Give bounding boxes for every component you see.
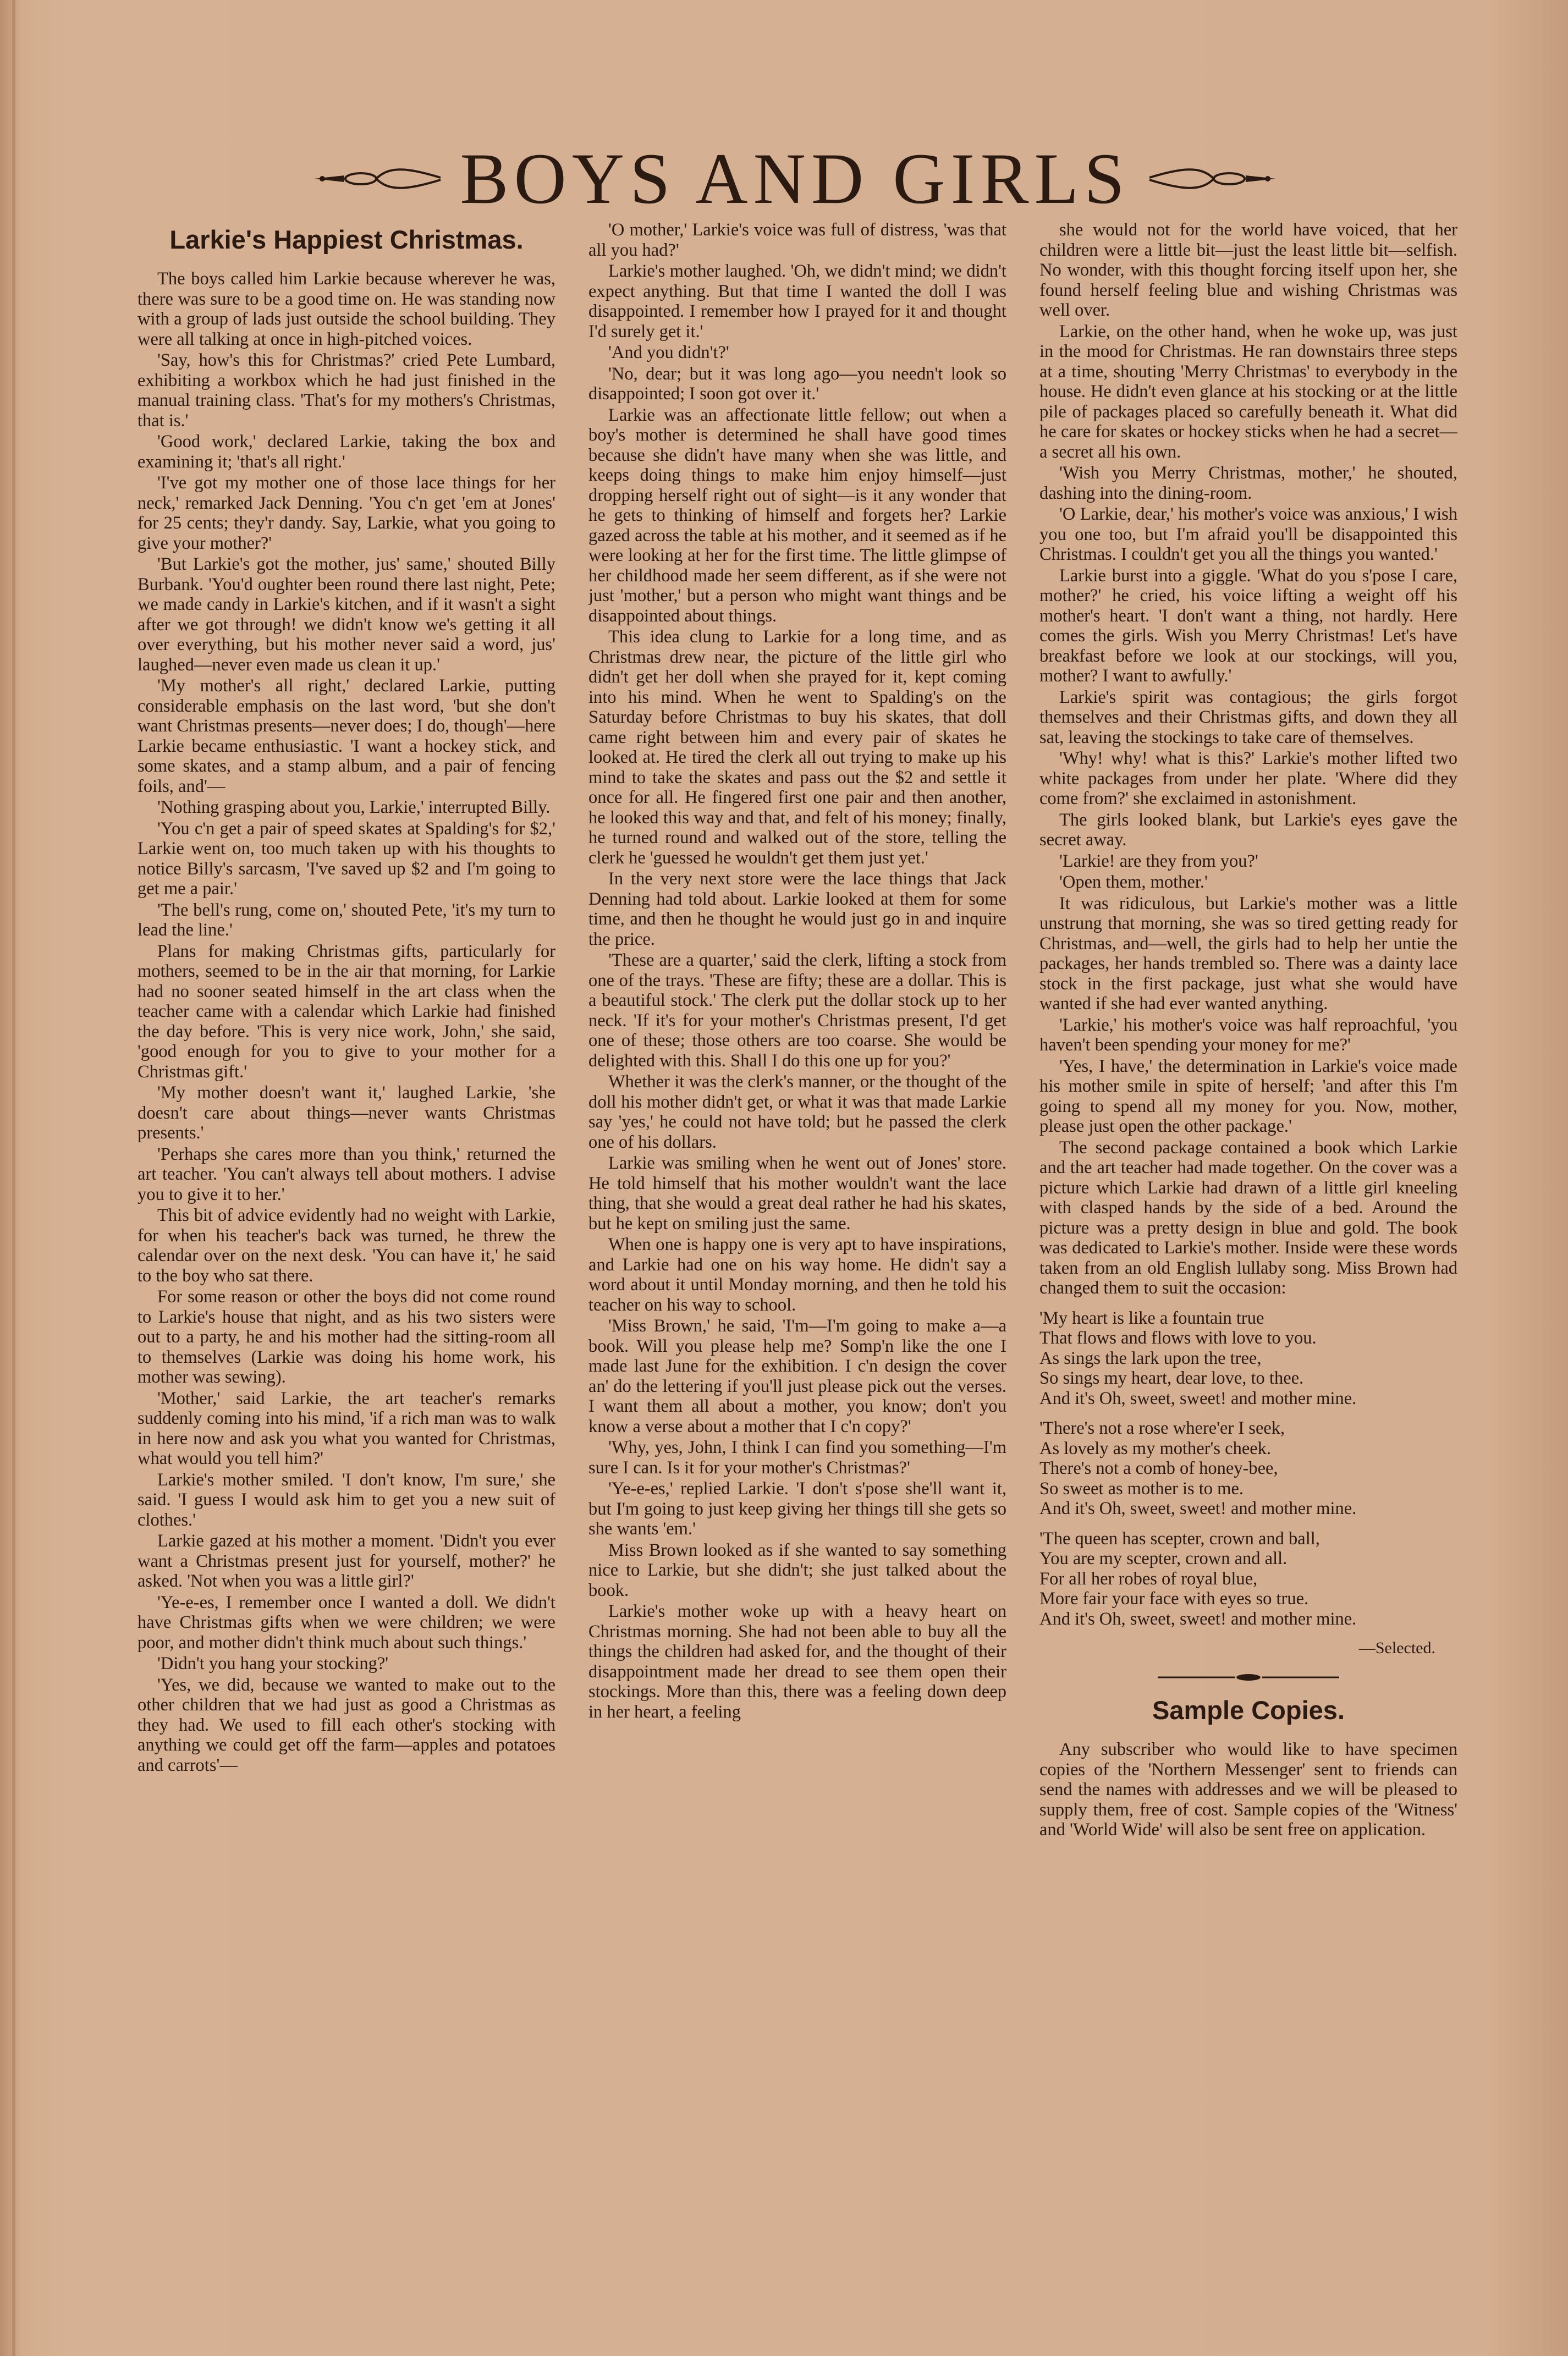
article-paragraph: Larkie's mother laughed. 'Oh, we didn't mind; we didn't expect anything. But that time I wanted the doll I was disappointed. I remember how I prayed for it and thought I'd surely get it.' (588, 261, 1006, 342)
article-paragraph: Larkie, on the other hand, when he woke up, was just in the mood for Christmas. He ran downstairs three steps at a time, shouting 'Merry Christmas' to everybody in the house. He didn't even glance at his stocking or at the little pile of packages placed so carefully beneath it. What did he care for skates or hockey sticks when he had a secret—a secret all his own. (1039, 321, 1457, 462)
article-columns (137, 220, 1457, 2211)
poem-line: And it's Oh, sweet, sweet! and mother mine. (1039, 1388, 1357, 1408)
article-paragraph: 'Nothing grasping about you, Larkie,' interrupted Billy. (157, 797, 551, 817)
article-paragraph: The boys called him Larkie because wherever he was, there was sure to be a good time on. He was standing now with a group of lads just outside the school building. They were all talking at once in high-pitched voices. (137, 269, 555, 349)
article-paragraph: 'Yes, I have,' the determination in Larkie's voice made his mother smile in spite of herself; 'and after this I'm going to spend all my money for you. Now, mother, please just open the other package.' (1039, 1056, 1457, 1136)
poem-line: That flows and flows with love to you. (1039, 1328, 1317, 1348)
article-paragraph: 'And you didn't?' (608, 343, 729, 362)
article-paragraph: Larkie was an affectionate little fellow; out when a boy's mother is determined he shall have good times because she didn't have many when she was little, and keeps doing things to make him enjoy himself—just dropping herself right out of sight—is it any wonder that he gets to thinking of himself and forgets her? Larkie gazed across the table at his mother, and it seemed as if he were looking at her for the first time. The little glimpse of her childhood made her seem different, as if she were not just 'mother,' but a person who might want things and be disappointed about things. (588, 405, 1006, 626)
article-paragraph: she would not for the world have voiced, that her children were a little bit—just the least little bit—selfish. No wonder, with this thought forcing itself upon her, she found herself feeling blue and wishing Christmas was well over. (1039, 220, 1457, 320)
poem-line: So sweet as mother is to me. (1039, 1478, 1244, 1499)
poem-line: And it's Oh, sweet, sweet! and mother mine. (1039, 1499, 1357, 1518)
article-paragraph: 'My mother's all right,' declared Larkie, putting considerable emphasis on the last word, 'but she don't want Christmas presents—never does; I do, though'—here Larkie became enthusiastic. 'I want a hockey stick, and some skates, and a stamp album, and a pair of fencing foils, and'— (137, 676, 555, 796)
article-paragraph: It was ridiculous, but Larkie's mother was a little unstrung that morning, she was so tired getting ready for Christmas, and—well, the girls had to help her untie the packages, her hands trembled so. There was a dainty lace stock in the first package, just what she would have wanted if she had ever wanted anything. (1039, 893, 1457, 1014)
article-paragraph: 'These are a quarter,' said the clerk, lifting a stock from one of the trays. 'These are fifty; these are a dollar. This is a beautiful stock.' The clerk put the dollar stock up to her neck. 'If it's for your mother's Christmas present, I'd get one of these; those others are too coarse. She would be delighted with this. Shall I do this one up for you?' (588, 950, 1006, 1071)
poem-line: 'There's not a rose where'er I seek, (1039, 1418, 1285, 1438)
article-paragraph: 'O Larkie, dear,' his mother's voice was anxious,' I wish you one too, but I'm afraid you'll be disappointed this Christmas. I couldn't get you all the things you wanted.' (1039, 504, 1457, 564)
column-2 (588, 220, 1006, 2211)
poem-line: There's not a comb of honey-bee, (1039, 1458, 1278, 1478)
article-title: Larkie's Happiest Christmas. (169, 225, 524, 254)
article-paragraph: Larkie gazed at his mother a moment. 'Didn't you ever want a Christmas present just for yourself, mother?' he asked. 'Not when you was a little girl?' (137, 1531, 555, 1591)
article-paragraph: 'But Larkie's got the mother, jus' same,' shouted Billy Burbank. 'You'd oughter been round there last night, Pete; we made candy in Larkie's kitchen, and if it wasn't a sight after we got through! we didn't know we's getting it all over everything, but his mother never said a word, jus' laughed—never even made us clean it up.' (137, 554, 555, 675)
article-paragraph: 'Mother,' said Larkie, the art teacher's remarks suddenly coming into his mind, 'if a rich man was to walk in here now and ask you what you wanted for Christmas, what would you tell him?' (137, 1388, 555, 1468)
poem-line: As sings the lark upon the tree, (1039, 1348, 1262, 1368)
article-paragraph: 'Why, yes, John, I think I can find you something—I'm sure I can. Is it for your mother's Christmas?' (588, 1438, 1006, 1478)
article-paragraph: 'Didn't you hang your stocking?' (157, 1654, 389, 1674)
right-flourish-ornament (1147, 162, 1279, 195)
article-paragraph: 'My mother doesn't want it,' laughed Larkie, 'she doesn't care about things—never wants Christmas presents.' (137, 1083, 555, 1143)
article-paragraph: This bit of advice evidently had no weight with Larkie, for when his teacher's back was turned, he threw the calendar over on the next desk. 'You can have it,' he said to the boy who sat there. (137, 1205, 555, 1286)
article-paragraph: 'No, dear; but it was long ago—you needn't look so disappointed; I soon got over it.' (588, 364, 1006, 404)
poem-line: 'The queen has scepter, crown and ball, (1039, 1528, 1320, 1549)
article-paragraph: Larkie burst into a giggle. 'What do you s'pose I care, mother?' he cried, his voice lifting a weight off his mother's heart. 'I don't want a thing, not hardly. Here comes the girls. Wish you Merry Christmas! Let's have breakfast before we look at our stockings, will you, mother? I want to awfully.' (1039, 565, 1457, 686)
article-paragraph: 'Perhaps she cares more than you think,' returned the art teacher. 'You can't always tell about mothers. I advise you to give it to her.' (137, 1144, 555, 1204)
article-paragraph: This idea clung to Larkie for a long time, and as Christmas drew near, the picture of the little girl who didn't get her doll when she prayed for it, kept coming into his mind. When he went to Spalding's on the Saturday before Christmas to buy his skates, that doll came right between him and every pair of skates he looked at. He tired the clerk all out trying to make up his mind to take the skates and pass out the $2 and settle it once for all. He fingered first one pair and then another, he looked this way and that, and felt of his money; finally, he turned round and walked out of the store, telling the clerk he 'guessed he wouldn't get them just yet.' (588, 627, 1006, 868)
article-paragraph: 'Why! why! what is this?' Larkie's mother lifted two white packages from under her plate. 'Where did they come from?' she exclaimed in astonishment. (1039, 748, 1457, 808)
article-paragraph: Larkie's mother smiled. 'I don't know, I'm sure,' she said. 'I guess I would ask him to get you a new suit of clothes.' (137, 1469, 555, 1530)
article-paragraph: In the very next store were the lace things that Jack Denning had told about. Larkie looked at them for some time, and then he thought he would just go in and inquire the price. (588, 869, 1006, 949)
poem-stanza (1039, 1308, 1457, 1409)
article-paragraph: 'I've got my mother one of those lace things for her neck,' remarked Jack Denning. 'You c'n get 'em at Jones' for 25 cents; they'r dandy. Say, Larkie, what you going to give your mother?' (137, 473, 555, 553)
column-3-paragraphs (1039, 220, 1457, 1298)
article-paragraph: 'Ye-e-es,' replied Larkie. 'I don't s'pose she'll want it, but I'm going to just keep giving her things till she gets so she wants 'em.' (588, 1479, 1006, 1539)
poem-byline: —Selected. (1358, 1639, 1435, 1657)
article-paragraph: 'Say, how's this for Christmas?' cried Pete Lumbard, exhibiting a workbox which he had just finished in the manual training class. 'That's for my mothers's Christmas, that is.' (137, 350, 555, 431)
lullaby-poem (1039, 1308, 1457, 1630)
section-title: BOYS AND GIRLS (460, 138, 1130, 219)
article-paragraph: The girls looked blank, but Larkie's eyes gave the secret away. (1039, 810, 1457, 850)
poem-line: 'My heart is like a fountain true (1039, 1308, 1264, 1328)
poem-line: And it's Oh, sweet, sweet! and mother mine. (1039, 1609, 1357, 1629)
article-paragraph: 'Yes, we did, because we wanted to make out to the other children that we had just as good a Christmas as they had. We used to fill each other's stocking with anything we could get off the farm—apples and potatoes and carrots'— (137, 1675, 555, 1775)
poem-line: You are my scepter, crown and all. (1039, 1549, 1288, 1568)
section-masthead (132, 137, 1458, 220)
article-paragraph: Larkie's mother woke up with a heavy heart on Christmas morning. She had not been able to buy all the things the children had asked for, and the thought of their disappointment made her dread to see them open their stockings. More than this, there was a feeling down deep in her heart, a feeling (588, 1601, 1006, 1722)
article-paragraph: Plans for making Christmas gifts, particularly for mothers, seemed to be in the air that morning, for Larkie had no sooner seated himself in the art class when the teacher came with a calendar which Larkie had finished the day before. 'This is very nice work, John,' she said, 'good enough for you to give to your mother for a Christmas gift.' (137, 941, 555, 1082)
poem-line: So sings my heart, dear love, to thee. (1039, 1368, 1304, 1388)
notice-body: Any subscriber who would like to have specimen copies of the 'Northern Messenger' sent to friends can send the names with addresses and we will be pleased to supply them, free of cost. Sample copies of the 'Witness' and 'World Wide' will also be sent free on application. (1039, 1740, 1457, 1840)
article-paragraph: Larkie's spirit was contagious; the girls forgot themselves and their Christmas gifts, and down they all sat, leaving the stockings to take care of themselves. (1039, 687, 1457, 747)
article-paragraph: 'Larkie,' his mother's voice was half reproachful, 'you haven't been spending your money for me?' (1039, 1015, 1457, 1055)
poem-stanza (1039, 1529, 1457, 1630)
page-fold-edge (12, 0, 15, 2356)
article-paragraph: 'O mother,' Larkie's voice was full of distress, 'was that all you had?' (588, 220, 1006, 260)
article-paragraph: When one is happy one is very apt to have inspirations, and Larkie had one on his way home. He didn't say a word about it until Monday morning, and then he told his teacher on his way to school. (588, 1235, 1006, 1315)
article-paragraph: 'Miss Brown,' he said, 'I'm—I'm going to make a—a book. Will you please help me? Somp'n like the one I made last June for the exhibition. I c'n design the cover an' do the lettering if you'll just please pick out the verses. I want them all about a mother, you know; don't you know a verse about a mother that I c'n copy?' (588, 1316, 1006, 1436)
article-paragraph: Miss Brown looked as if she wanted to say something nice to Larkie, but she didn't; she just talked about the book. (588, 1540, 1006, 1600)
article-paragraph: 'The bell's rung, come on,' shouted Pete, 'it's my turn to lead the line.' (137, 900, 555, 940)
section-divider-rule (1158, 1672, 1339, 1683)
article-paragraph: 'Open them, mother.' (1059, 872, 1208, 892)
article-paragraph: 'Larkie! are they from you?' (1059, 851, 1258, 871)
article-paragraph: 'Wish you Merry Christmas, mother,' he shouted, dashing into the dining-room. (1039, 463, 1457, 503)
column-3 (1039, 220, 1457, 2211)
article-paragraph: 'You c'n get a pair of speed skates at Spalding's for $2,' Larkie went on, too much taken up with his thoughts to notice Billy's sarcasm, 'I've saved up $2 and I'm going to get me a pair.' (137, 818, 555, 899)
poem-stanza (1039, 1418, 1457, 1519)
column-1 (137, 220, 555, 2211)
notice-title: Sample Copies. (1152, 1696, 1345, 1725)
poem-line: For all her robes of royal blue, (1039, 1568, 1258, 1589)
poem-line: More fair your face with eyes so true. (1039, 1589, 1309, 1609)
article-paragraph: Whether it was the clerk's manner, or the thought of the doll his mother didn't get, or what it was that made Larkie say 'yes,' he could not have told; but he passed the clerk one of his dollars. (588, 1072, 1006, 1152)
article-paragraph: The second package contained a book which Larkie and the art teacher had made together. On the cover was a picture which Larkie had drawn of a little girl kneeling with clasped hands by the side of a bed. Around the picture was a pretty design in blue and gold. The book was dedicated to Larkie's mother. Inside were these words taken from an old English lullaby song. Miss Brown had changed them to suit the occasion: (1039, 1137, 1457, 1298)
left-flourish-ornament (311, 162, 443, 195)
article-paragraph: For some reason or other the boys did not come round to Larkie's house that night, and as his two sisters were out to a party, he and his mother had the sitting-room all to themselves (Larkie was doing his home work, his mother was sewing). (137, 1287, 555, 1387)
article-paragraph: 'Good work,' declared Larkie, taking the box and examining it; 'that's all right.' (137, 432, 555, 472)
article-paragraph: 'Ye-e-es, I remember once I wanted a doll. We didn't have Christmas gifts when we were children; we were poor, and mother didn't think much about such things.' (137, 1592, 555, 1653)
article-paragraph: Larkie was smiling when he went out of Jones' store. He told himself that his mother wouldn't want the lace thing, that she would a great deal rather he had his skates, but he kept on smiling just the same. (588, 1153, 1006, 1234)
poem-line: As lovely as my mother's cheek. (1039, 1438, 1272, 1458)
